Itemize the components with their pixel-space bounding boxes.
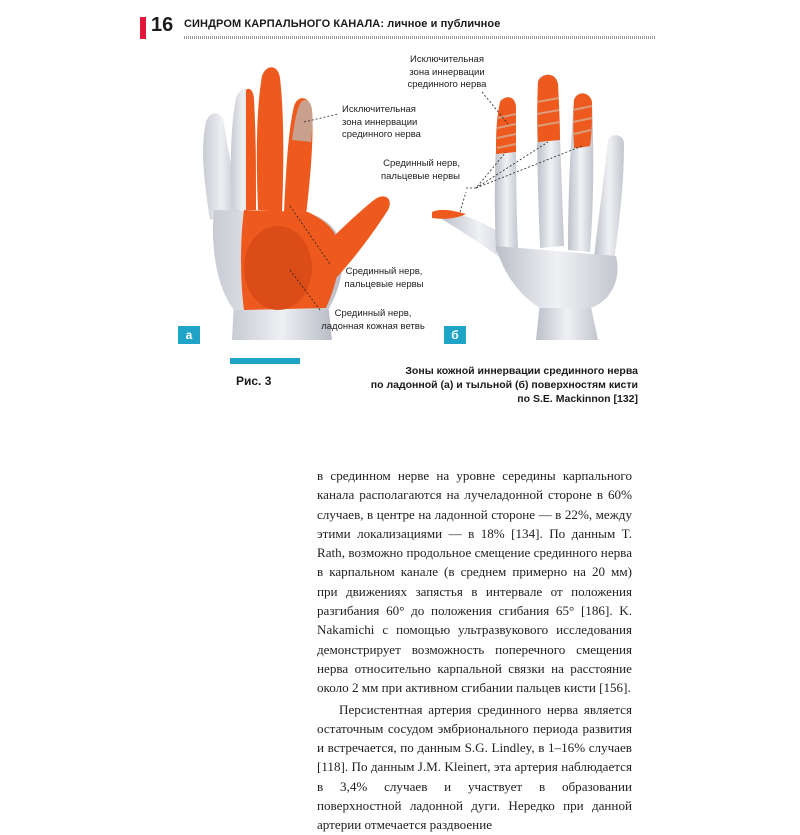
header-accent-bar xyxy=(140,17,146,39)
callout-a-palmar-branch: Срединный нерв, ладонная кожная ветвь xyxy=(321,308,425,332)
caption-accent-rule xyxy=(230,358,300,364)
header-dotted-rule xyxy=(184,36,655,39)
dorsal-hand-body xyxy=(496,246,618,308)
figure-caption-line-2: по ладонной (а) и тыльной (б) поверхностям кисти xyxy=(370,379,638,391)
palm-middle-finger xyxy=(257,67,284,212)
body-text xyxy=(317,466,632,835)
leader-line-b4 xyxy=(476,146,582,188)
running-header xyxy=(184,18,500,30)
body-paragraph-2: Персистентная артерия срединного нерва является остаточным сосудом эмбрионального периода развития и встречается, по данным S.G. Lindley, в 1–16% случаев [118]. По данным J.M. Kleinert, эта артерия наблюдается в 3,4% случаев и участвует в образовании поверхностной ладонной дуги. Нередко при данной артерии отмечается раздвоение xyxy=(317,701,632,833)
dorsal-hand xyxy=(432,74,624,340)
callout-a-digital-nerves: Срединный нерв, пальцевые нервы xyxy=(344,266,424,290)
figure-caption xyxy=(318,364,638,406)
figure-caption-line-3: по S.E. Mackinnon [132] xyxy=(517,393,638,405)
leader-line-b5 xyxy=(460,192,466,212)
figure-caption-line-1: Зоны кожной иннервации срединного нерва xyxy=(405,365,638,377)
body-paragraph-1: в срединном нерве на уровне середины карпального канала располагаются на лучеладонной стороне в 60% случаев, в центре на ладонной стороне — в 22%, между этими локализациями — в 18% [134]. По данным T. Rath, возможно продольное смещение срединного нерва в карпальном канале (в среднем примерно на 20 мм) при движениях запястья в интервале от положения разгибания 60° до положения сгибания 65° [186]. K. Nakamichi с помощью ультразвукового исследования демонстрирует возможность поперечного смещения нерва относительно карпальной связки на расстояние около 2 мм при активном сгибании пальцев кисти [156]. xyxy=(317,468,632,696)
running-header-title: СИНДРОМ КАРПАЛЬНОГО КАНАЛА: xyxy=(184,18,385,30)
running-header-subtitle: личное и публичное xyxy=(387,18,501,30)
callout-b-digital-nerves: Срединный нерв, пальцевые нервы xyxy=(380,158,460,182)
dorsal-little-finger xyxy=(594,135,624,260)
callout-a-exclusive-zone: Исключительная зона иннервации срединного нерва xyxy=(342,104,421,140)
palm-palmar-branch-zone xyxy=(244,226,312,310)
callout-b-exclusive-zone: Исключительная зона иннервации срединного нерва xyxy=(407,54,487,90)
hand-innervation-figure xyxy=(170,40,650,350)
palm-ring-finger-zone xyxy=(246,89,256,210)
page-number: 16 xyxy=(151,14,174,36)
figure-label-a: а xyxy=(178,326,200,344)
dorsal-middle-zone xyxy=(537,75,560,142)
figure-caption-label: Рис. 3 xyxy=(236,374,272,388)
figure-label-b: б xyxy=(444,326,466,344)
